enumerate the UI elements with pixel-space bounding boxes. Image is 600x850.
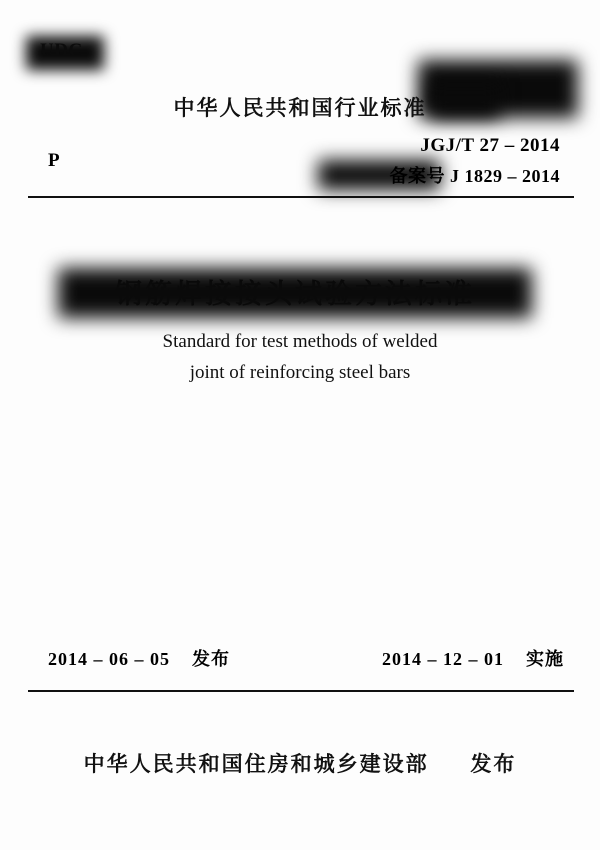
publisher-line [0,748,600,778]
effective-date-group [382,645,564,671]
record-number: 备案号 J 1829 – 2014 [389,166,560,186]
divider-bottom [28,690,574,692]
redaction-mark-title-cn [58,268,532,318]
title-en [0,326,600,388]
divider-top [28,196,574,198]
publisher-action: 发布 [470,753,517,776]
title-en-line2: joint of reinforcing steel bars [189,362,411,383]
title-en-line1: Standard for test methods of welded [162,331,438,352]
date-row [0,645,600,673]
udc-label: UDC [40,40,83,61]
classification-letter: P [48,150,60,171]
effective-date: 2014 – 12 – 01 [382,649,504,669]
page-title: 中华人民共和国行业标准 [173,97,427,120]
standard-code-block [390,131,561,191]
effective-label: 实施 [526,649,564,669]
publisher-name: 中华人民共和国住房和城乡建设部 [83,753,429,776]
issue-date: 2014 – 06 – 05 [48,649,170,669]
issue-date-group [48,645,230,671]
title-cn-block [60,272,530,316]
standard-code: JGJ/T 27 – 2014 [420,135,560,156]
udc-block [26,34,126,74]
issue-label: 发布 [192,649,230,669]
